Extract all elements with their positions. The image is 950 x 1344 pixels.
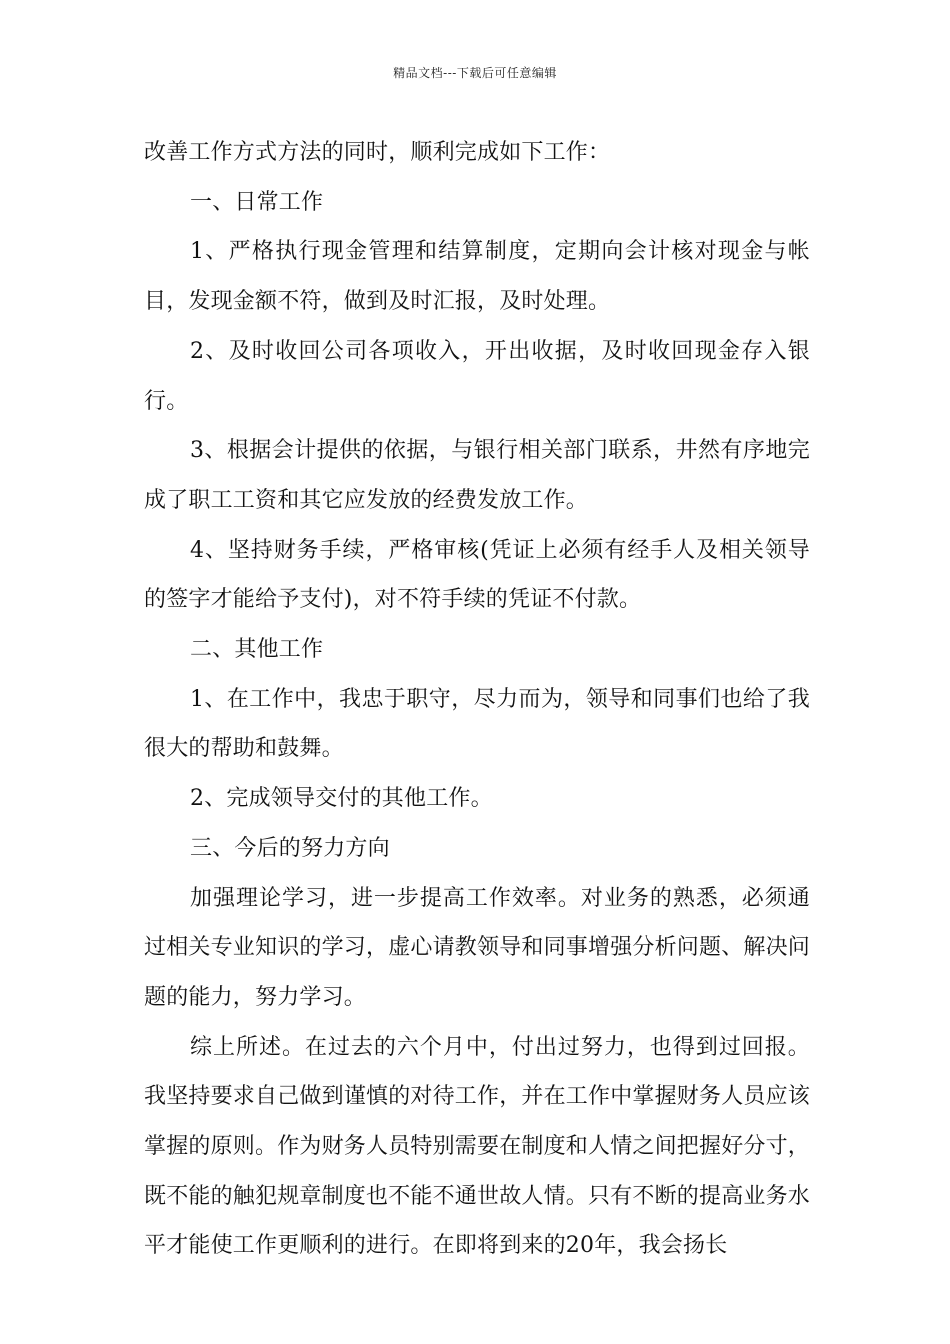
paragraph-summary: 综上所述。在过去的六个月中，付出过努力，也得到过回报。我坚持要求自己做到谨慎的对待工作，并在工作中掌握财务人员应该掌握的原则。作为财务人员特别需要在制度和人情之间把握好分寸，既不能的触犯规章制度也不能不通世故人情。只有不断的提高业务水平才能使工作更顺利的进行。在即将到来的20年，我会扬长 <box>144 1034 811 1259</box>
section-heading-daily-work: 一、日常工作 <box>190 189 324 215</box>
paragraph-other-item-2: 2、完成领导交付的其他工作。 <box>190 786 493 812</box>
paragraph-item-2: 2、及时收回公司各项收入，开出收据，及时收回现金存入银行。 <box>144 338 810 414</box>
paragraph-item-3: 3、根据会计提供的依据，与银行相关部门联系，井然有序地完成了职工工资和其它应发放的经费发放工作。 <box>144 438 810 513</box>
document-body <box>144 128 810 1271</box>
paragraph-item-4: 4、坚持财务手续，严格审核(凭证上必须有经手人及相关领导的签字才能给予支付)，对不符手续的凭证不付款。 <box>144 537 810 613</box>
section-heading-future-direction: 三、今后的努力方向 <box>190 835 390 861</box>
page-header: 精品文档---下载后可任意编辑 <box>393 66 557 80</box>
paragraph-item-1: 1、严格执行现金管理和结算制度，定期向会计核对现金与帐目，发现金额不符，做到及时汇报，及时处理。 <box>144 239 810 315</box>
paragraph-future: 加强理论学习，进一步提高工作效率。对业务的熟悉，必须通过相关专业知识的学习，虚心请教领导和同事增强分析问题、解决问题的能力，努力学习。 <box>144 885 811 1010</box>
paragraph-other-item-1: 1、在工作中，我忠于职守，尽力而为，领导和同事们也给了我很大的帮助和鼓舞。 <box>144 686 810 762</box>
section-heading-other-work: 二、其他工作 <box>190 637 324 663</box>
paragraph-intro: 改善工作方式方法的同时，顺利完成如下工作： <box>144 140 611 165</box>
